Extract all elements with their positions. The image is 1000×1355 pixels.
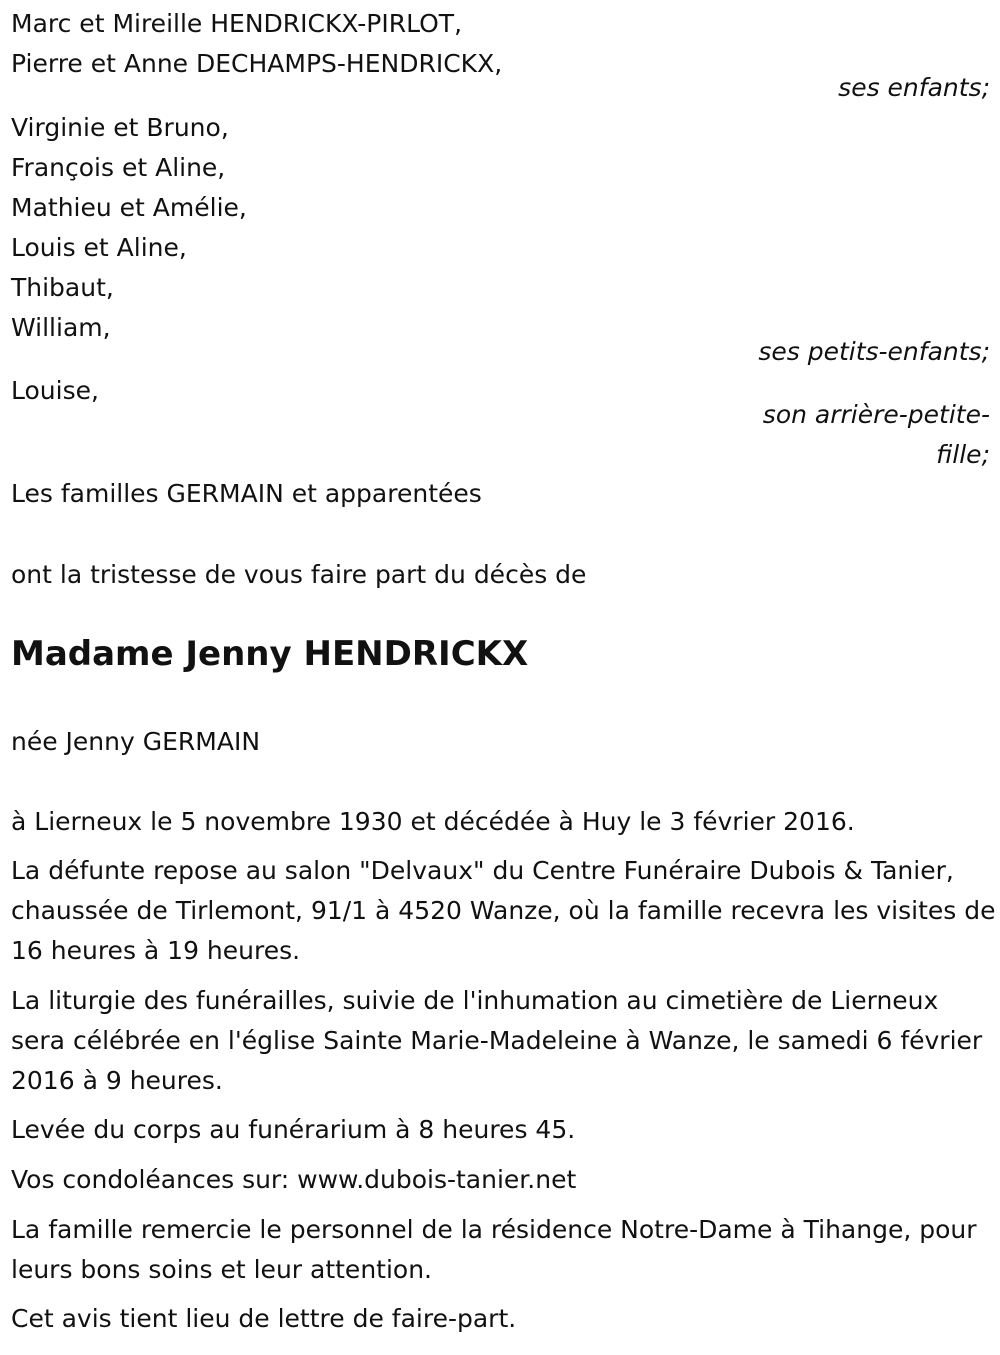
grandchild-line: Thibaut, — [11, 273, 114, 302]
body-paragraph: Levée du corps au funérarium à 8 heures 45. — [11, 1115, 576, 1144]
families-line: Les familles GERMAIN et apparentées — [11, 479, 482, 508]
body-paragraph: La liturgie des funérailles, suivie de l'inhumation au cimetière de Lierneux sera célébrée en l'église Sainte Marie-Madeleine à Wanze, le samedi 6 février 2016 à 9 heures. — [11, 986, 983, 1095]
children-line: Marc et Mireille HENDRICKX-PIRLOT, — [11, 9, 463, 38]
grandchild-line: Mathieu et Amélie, — [11, 193, 247, 222]
great-grandchild-role: son arrière-petite- — [762, 400, 990, 429]
children-role: ses enfants; — [838, 73, 990, 102]
maiden-name: née Jenny GERMAIN — [11, 727, 261, 756]
birth-death-line: à Lierneux le 5 novembre 1930 et décédée à Huy le 3 février 2016. — [11, 807, 855, 836]
deceased-name: Madame Jenny HENDRICKX — [11, 634, 529, 674]
children-line: Pierre et Anne DECHAMPS-HENDRICKX, — [11, 49, 503, 78]
grandchild-line: William, — [11, 313, 111, 342]
grandchildren-role: ses petits-enfants; — [758, 337, 990, 366]
great-grandchild-role: fille; — [936, 440, 990, 469]
grandchild-line: Louis et Aline, — [11, 233, 187, 262]
body-paragraph: Cet avis tient lieu de lettre de faire-part. — [11, 1304, 517, 1333]
body-paragraph: Vos condoléances sur: www.dubois-tanier.net — [11, 1165, 577, 1194]
grandchild-line: Virginie et Bruno, — [11, 113, 229, 142]
great-grandchild-line: Louise, — [11, 376, 99, 405]
announcement-line: ont la tristesse de vous faire part du décès de — [11, 560, 587, 589]
grandchild-line: François et Aline, — [11, 153, 226, 182]
body-paragraph: La famille remercie le personnel de la résidence Notre-Dame à Tihange, pour leurs bons soins et leur attention. — [11, 1215, 977, 1284]
body-paragraph: La défunte repose au salon "Delvaux" du Centre Funéraire Dubois & Tanier, chaussée de Tirlemont, 91/1 à 4520 Wanze, où la famille recevra les visites de 16 heures à 19 heures. — [11, 856, 996, 965]
